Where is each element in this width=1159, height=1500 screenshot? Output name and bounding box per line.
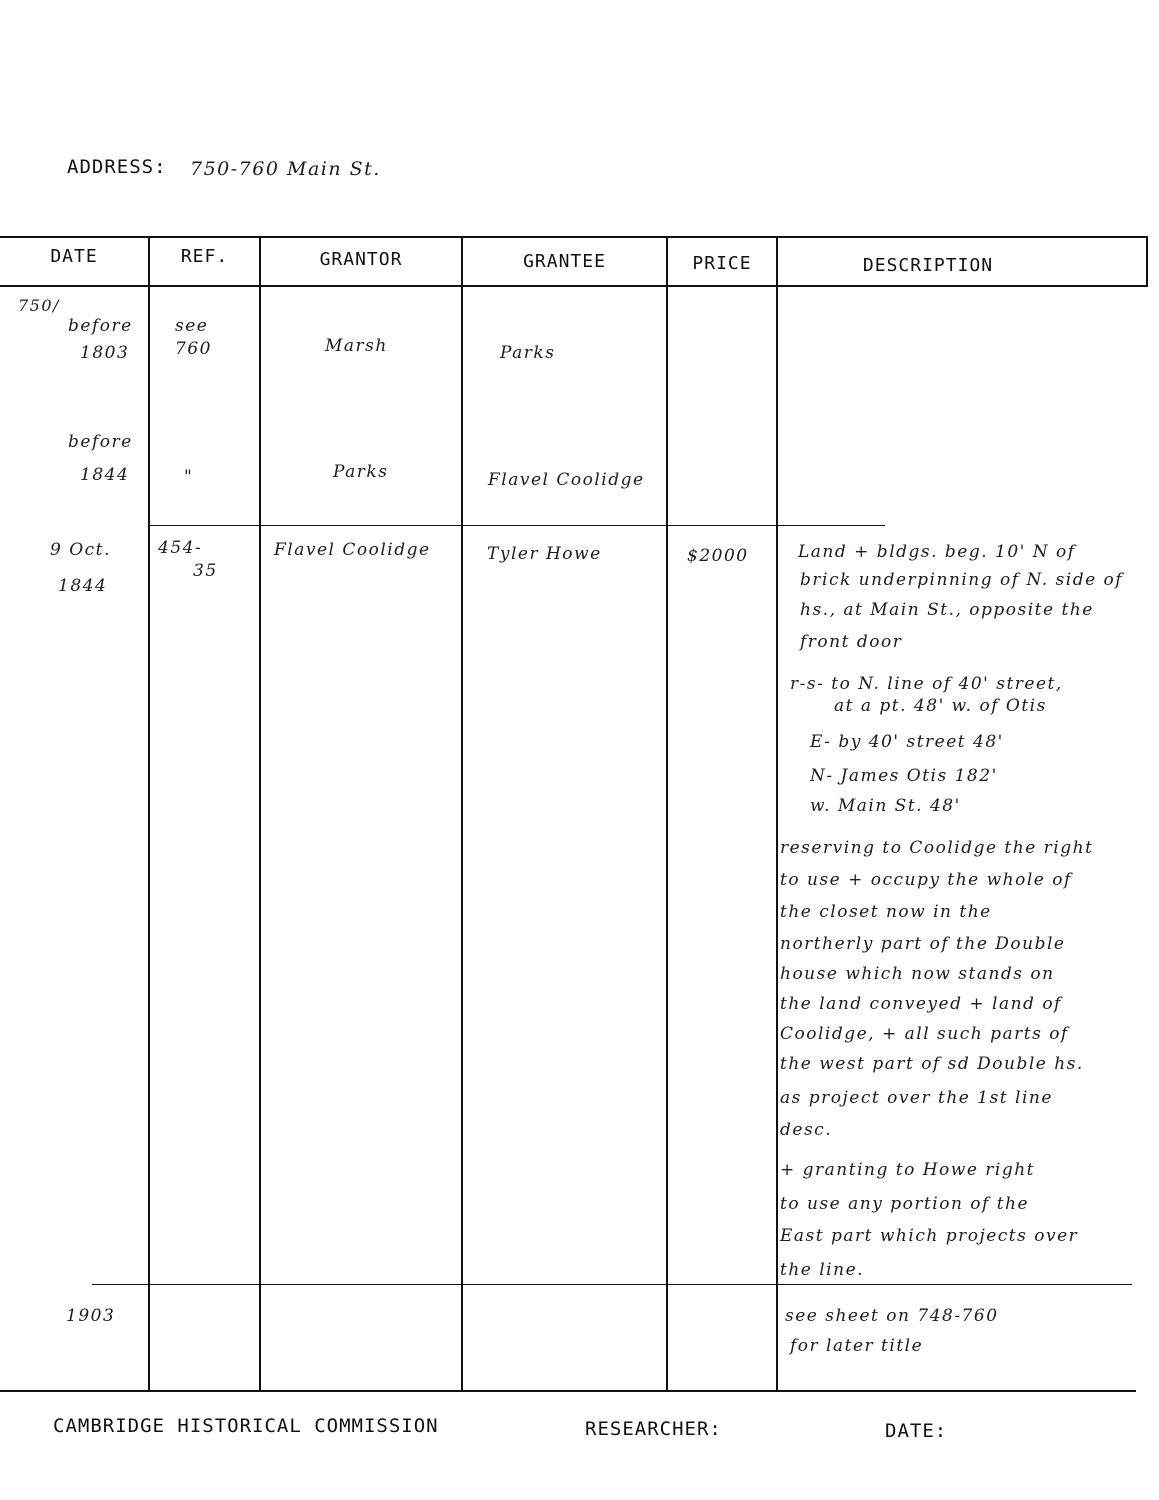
row4-date: 1903 [66, 1306, 116, 1326]
address-value: 750-760 Main St. [190, 158, 381, 180]
description-line: the land conveyed + land of [780, 994, 1062, 1014]
description-line: the line. [780, 1260, 865, 1280]
header-bottom-rule [0, 285, 1148, 287]
row3-grantor: Flavel Coolidge [274, 540, 431, 560]
description-line: to use + occupy the whole of [780, 870, 1072, 890]
table-top-rule [0, 236, 1148, 238]
row2-ref: " [184, 467, 194, 487]
column-divider-date-ref [148, 236, 150, 1390]
column-header-grantor: GRANTOR [319, 249, 403, 270]
row4-description-line1: see sheet on 748-760 [785, 1306, 999, 1326]
description-line: East part which projects over [780, 1226, 1079, 1246]
column-divider-grantor-grantee [461, 236, 463, 1390]
table-bottom-rule [0, 1390, 1136, 1392]
description-line: the closet now in the [780, 902, 992, 922]
description-line: house which now stands on [780, 964, 1055, 984]
description-line: + granting to Howe right [780, 1160, 1036, 1180]
footer-commission-name: CAMBRIDGE HISTORICAL COMMISSION [53, 1415, 439, 1437]
description-line: brick underpinning of N. side of [800, 570, 1124, 590]
footer-date-label: DATE: [885, 1420, 948, 1442]
description-line: to use any portion of the [780, 1194, 1030, 1214]
row3-description [780, 540, 1150, 1300]
row2-date-line1: before [68, 432, 133, 452]
footer-researcher-label: RESEARCHER: [585, 1418, 722, 1440]
row3-grantee: Tyler Howe [487, 544, 602, 564]
row4-description-line2: for later title [790, 1336, 924, 1356]
table-right-border [1146, 236, 1148, 286]
description-line: front door [800, 632, 903, 652]
row1-grantee: Parks [500, 343, 556, 363]
column-header-date: DATE [50, 246, 98, 267]
address-label: ADDRESS: [67, 156, 167, 178]
row1-ref-line2: 760 [175, 339, 212, 359]
description-line: hs., at Main St., opposite the [800, 600, 1094, 620]
row3-date-line1: 9 Oct. [50, 540, 111, 560]
row3-price: $2000 [687, 546, 749, 566]
column-header-grantee: GRANTEE [523, 251, 606, 272]
column-divider-grantee-price [666, 236, 668, 1390]
description-line: reserving to Coolidge the right [780, 838, 1094, 858]
column-header-description: DESCRIPTION [862, 255, 994, 276]
column-divider-ref-grantor [259, 236, 261, 1390]
row2-date-line2: 1844 [80, 465, 130, 485]
description-line: as project over the 1st line [780, 1088, 1053, 1108]
row1-date-line2: 1803 [80, 343, 130, 363]
address-note: 750/ [18, 296, 60, 315]
description-line: w. Main St. 48' [810, 796, 961, 816]
description-line: E- by 40' street 48' [810, 732, 1004, 752]
description-line: the west part of sd Double hs. [780, 1054, 1084, 1074]
column-divider-price-description [776, 236, 778, 1390]
description-line: r-s- to N. line of 40' street, [790, 674, 1063, 694]
description-line: N- James Otis 182' [810, 766, 998, 786]
row1-ref-line1: see [175, 316, 209, 336]
row2-grantee: Flavel Coolidge [488, 470, 645, 490]
row1-grantor: Marsh [325, 336, 388, 356]
description-line: Land + bldgs. beg. 10' N of [798, 542, 1076, 562]
description-line: desc. [780, 1120, 833, 1140]
row3-date-line2: 1844 [58, 576, 108, 596]
description-line: at a pt. 48' w. of Otis [834, 696, 1047, 716]
row2-grantor: Parks [333, 462, 389, 482]
row3-ref-line2: 35 [193, 561, 218, 581]
row3-ref-line1: 454- [158, 538, 203, 558]
description-line: Coolidge, + all such parts of [780, 1024, 1069, 1044]
row1-date-line1: before [68, 316, 133, 336]
column-header-price: PRICE [692, 253, 752, 274]
column-header-ref: REF. [180, 246, 229, 267]
description-line: northerly part of the Double [780, 934, 1066, 954]
